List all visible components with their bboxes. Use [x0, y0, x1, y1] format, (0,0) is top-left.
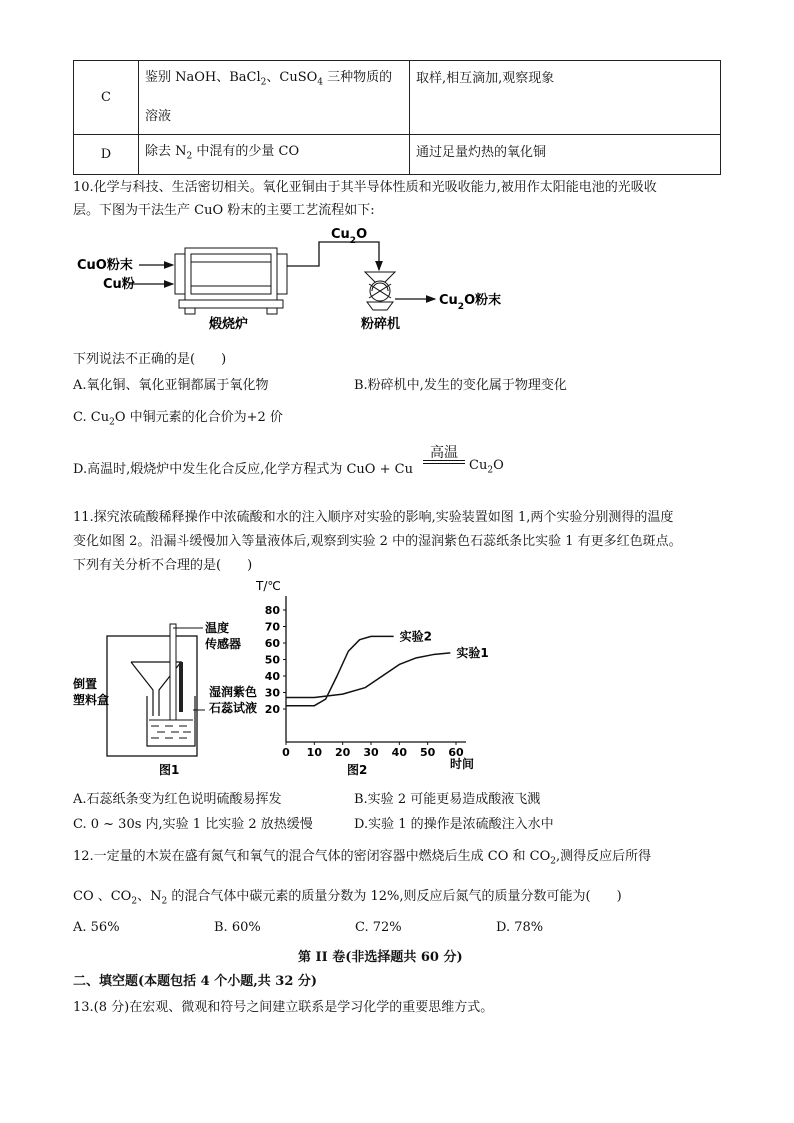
q11-option-b: B.实验 2 可能更易造成酸液飞溅 [354, 792, 541, 807]
input-cuo-label: CuO粉末 [77, 258, 133, 273]
litmus-label-2: 石蕊试液 [209, 701, 258, 715]
grinder-label: 粉碎机 [361, 317, 401, 332]
row-operation: 取样,相互滴加,观察现象 [410, 61, 721, 135]
y-tick-label: 80 [264, 604, 280, 617]
x-tick-label: 0 [282, 746, 290, 759]
x-tick-label: 30 [363, 746, 379, 759]
figure1-caption: 图1 [159, 763, 180, 777]
options-table [73, 60, 721, 175]
q11-stem-1: 11.探究浓硫酸稀释操作中浓硫酸和水的注入顺序对实验的影响,实验装置如图 1,两个实验分别测得的温度 [73, 510, 674, 525]
q11-option-a: A.石蕊纸条变为红色说明硫酸易挥发 [73, 792, 282, 807]
cu2o-label: $Cu_2O$ [331, 227, 368, 246]
part-two-heading: 第 II 卷(非选择题共 60 分) [298, 950, 463, 965]
y-tick-label: 30 [264, 686, 280, 700]
x-tick-label: 20 [335, 746, 351, 759]
q12-option-b: B. 60% [214, 920, 261, 935]
row-operation: 通过足量灼热的氧化铜 [410, 134, 721, 174]
transfer-pipe [287, 242, 379, 270]
y-tick-label: 20 [264, 703, 280, 716]
x-tick-label: 50 [420, 746, 436, 759]
furnace-label: 煅烧炉 [209, 317, 249, 332]
q11-stem-2: 变化如图 2。沿漏斗缓慢加入等量液体后,观察到实验 2 中的湿润紫色石蕊纸条比实验 1 有更多红色斑点。 [73, 534, 682, 549]
sensor-label-1: 温度 [205, 621, 230, 635]
q10-option-b: B.粉碎机中,发生的变化属于物理变化 [354, 378, 567, 393]
q10-option-c: C. $Cu_2O$ 中铜元素的化合价为+2 价 [73, 410, 283, 428]
row-method: 鉴别 NaOH、BaCl$_2$、CuSO$_4$ 三种物质的溶液 [139, 61, 410, 135]
q13-stem: 13.(8 分)在宏观、微观和符号之间建立联系是学习化学的重要思维方式。 [73, 1000, 494, 1015]
y-tick-label: 40 [264, 670, 280, 683]
q12-stem-2: CO 、$CO_2$、$N_2$ 的混合气体中碳元素的质量分数为 12%,则反应后氮气的质量分数可能为( ) [73, 889, 622, 907]
y-axis-label: T/℃ [256, 579, 281, 593]
q12-stem-1: 12.一定量的木炭在盛有氮气和氧气的混合气体的密闭容器中燃烧后生成 CO 和 $CO_2$,测得反应后所得 [73, 849, 652, 867]
furnace-icon [175, 248, 287, 314]
equation-bar-1 [423, 460, 465, 461]
series-line-2 [286, 653, 450, 698]
figure2-caption: 图2 [347, 763, 368, 777]
series-line-1 [286, 636, 394, 705]
q11-option-d: D.实验 1 的操作是浓硫酸注入水中 [354, 817, 554, 832]
litmus-strip [179, 662, 183, 712]
q10-d-product: $Cu_2O$ [469, 458, 504, 476]
q10-d-prefix: D.高温时,煅烧炉中发生化合反应,化学方程式为 CuO + Cu [73, 462, 413, 477]
table-row [74, 134, 721, 174]
q11-option-c: C. 0 ~ 30s 内,实验 1 比实验 2 放热缓慢 [73, 817, 313, 832]
temp-sensor-icon [170, 624, 176, 720]
row-key: C [74, 61, 139, 135]
input-cu-label: Cu粉 [103, 277, 135, 292]
row-method: 除去 $N_2$ 中混有的少量 CO [139, 134, 410, 174]
equation-bar-2 [423, 463, 465, 464]
x-tick-label: 40 [391, 746, 407, 759]
box-label-1: 倒置 [73, 677, 98, 691]
process-flow-diagram [73, 224, 502, 336]
temperature-chart [248, 576, 508, 776]
output-label: $Cu_2O$粉末 [439, 293, 502, 312]
y-tick-label: 70 [264, 620, 280, 634]
section-two-heading: 二、填空题(本题包括 4 个小题,共 32 分) [73, 974, 318, 989]
litmus-label-1: 湿润紫色 [209, 685, 258, 699]
q12-option-c: C. 72% [355, 920, 402, 935]
q10-stem-1: 10.化学与科技、生活密切相关。氧化亚铜由于其半导体性质和光吸收能力,被用作太阳能电池的光吸收 [73, 180, 657, 195]
row-key: D [74, 134, 139, 174]
x-tick-label: 10 [306, 746, 322, 759]
sensor-label-2: 传感器 [205, 637, 242, 651]
x-axis-label: 时间 [450, 757, 475, 771]
series-label-1: 实验2 [399, 629, 433, 644]
reaction-condition: 高温 [430, 445, 458, 461]
q12-option-a: A. 56% [73, 920, 120, 935]
x-tick-label: 60 [448, 746, 464, 759]
q10-option-a: A.氧化铜、氧化亚铜都属于氧化物 [73, 378, 269, 393]
q10-stem-2: 层。下图为干法生产 CuO 粉末的主要工艺流程如下: [73, 203, 375, 218]
grinder-icon [365, 272, 395, 310]
table-row [74, 61, 721, 135]
series-label-2: 实验1 [456, 645, 489, 660]
y-tick-label: 50 [264, 653, 280, 667]
apparatus-figure [73, 596, 273, 780]
box-label-2: 塑料盒 [73, 693, 110, 707]
q10-ask: 下列说法不正确的是( ) [73, 352, 227, 367]
q11-stem-3: 下列有关分析不合理的是( ) [73, 558, 253, 573]
y-tick-label: 60 [264, 637, 280, 650]
q12-option-d: D. 78% [496, 920, 544, 935]
